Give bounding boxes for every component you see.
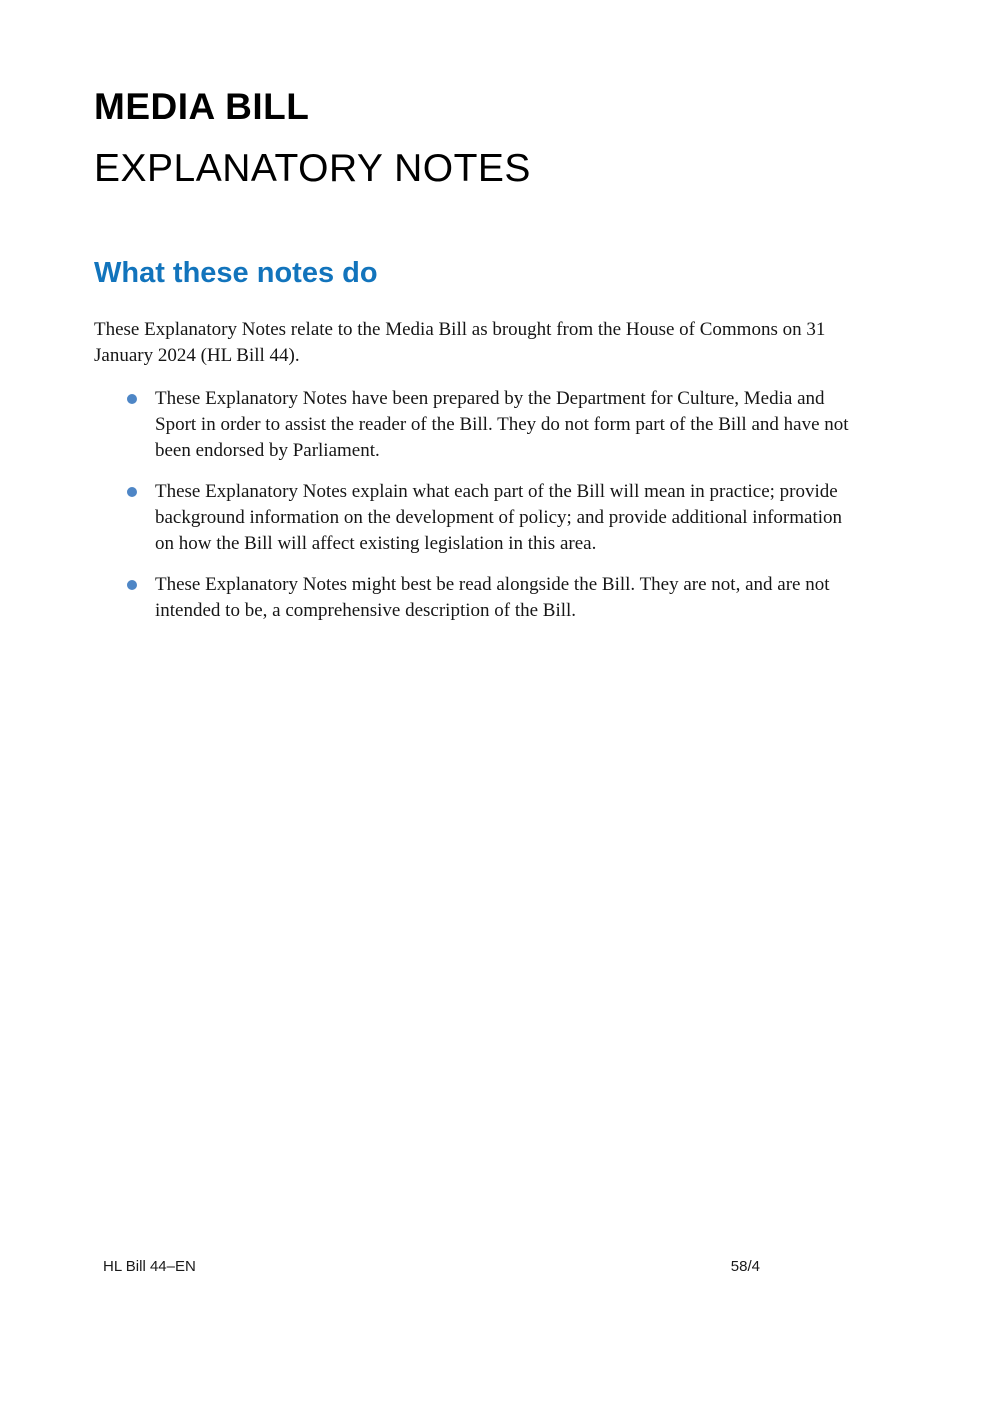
bullet-text: These Explanatory Notes have been prepared by the Department for Culture, Media and Sport in order to assist the reader of the Bill. They do not form part of the Bill and have not been endorsed by Parliament.	[155, 387, 849, 461]
footer-bill-reference: HL Bill 44–EN	[103, 1258, 196, 1275]
bullet-dot-icon	[127, 580, 137, 590]
page-footer	[103, 1258, 760, 1275]
section-heading: What these notes do	[94, 257, 378, 290]
bullet-dot-icon	[127, 394, 137, 404]
bullet-item	[94, 572, 850, 624]
footer-page-number: 58/4	[730, 1258, 760, 1275]
page-content	[94, 0, 850, 624]
bullet-item	[94, 479, 850, 557]
bullet-text: These Explanatory Notes explain what each part of the Bill will mean in practice; provide background information on the development of policy; and provide additional information on how the Bill will affect existing legislation in this area.	[155, 480, 842, 554]
document-title: MEDIA BILL	[94, 86, 310, 127]
bullet-dot-icon	[127, 487, 137, 497]
bullet-item	[94, 386, 850, 464]
intro-paragraph: These Explanatory Notes relate to the Media Bill as brought from the House of Commons on 31 January 2024 (HL Bill 44).	[94, 318, 826, 366]
bullet-list	[94, 386, 850, 624]
bullet-text: These Explanatory Notes might best be read alongside the Bill. They are not, and are not intended to be, a comprehensive description of the Bill.	[155, 573, 830, 621]
document-subtitle: EXPLANATORY NOTES	[94, 146, 531, 190]
